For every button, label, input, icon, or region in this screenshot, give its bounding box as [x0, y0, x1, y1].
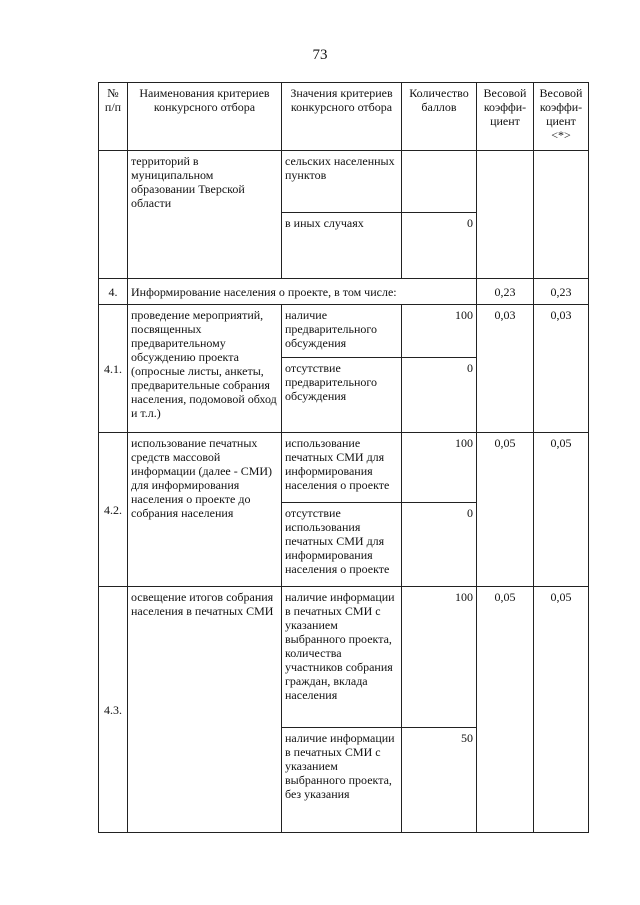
cell-weight-note	[534, 151, 589, 279]
cell-value: отсутствие использования печатных СМИ для информирования населения о проекте	[282, 503, 402, 587]
table-row	[99, 433, 589, 503]
cell-weight-note: 0,23	[534, 279, 589, 305]
cell-weight-note: 0,05	[534, 433, 589, 587]
cell-points: 0	[402, 213, 477, 279]
cell-name: освещение итогов собрания населения в печатных СМИ	[128, 587, 282, 833]
cell-points: 0	[402, 503, 477, 587]
cell-num: 4.2.	[99, 433, 128, 587]
cell-value: наличие информации в печатных СМИ с указанием выбранного проекта, без указания	[282, 728, 402, 833]
cell-num: 4.	[99, 279, 128, 305]
cell-value: сельских населенных пунктов	[282, 151, 402, 213]
table-row	[99, 151, 589, 213]
cell-value: отсутствие предварительного обсуждения	[282, 358, 402, 433]
table-row	[99, 305, 589, 358]
cell-value: наличие информации в печатных СМИ с указанием выбранного проекта, количества участников собрания граждан, вклада населения	[282, 587, 402, 728]
cell-weight: 0,05	[477, 433, 534, 587]
header-values: Значения критериев конкурсного отбора	[282, 83, 402, 151]
header-weight-note: Весовой коэффи-циент <*>	[534, 83, 589, 151]
cell-name: проведение мероприятий, посвященных предварительному обсуждению проекта (опросные листы, анкеты, предварительные собрания населения, подомовой обход и т.л.)	[128, 305, 282, 433]
cell-weight	[477, 151, 534, 279]
header-name: Наименования критериев конкурсного отбора	[128, 83, 282, 151]
cell-weight-note: 0,05	[534, 587, 589, 833]
cell-value: использование печатных СМИ для информирования населения о проекте	[282, 433, 402, 503]
cell-weight: 0,05	[477, 587, 534, 833]
header-points: Количество баллов	[402, 83, 477, 151]
header-num: № п/п	[99, 83, 128, 151]
cell-points: 50	[402, 728, 477, 833]
cell-value: наличие предварительного обсуждения	[282, 305, 402, 358]
cell-points: 0	[402, 358, 477, 433]
cell-weight-note: 0,03	[534, 305, 589, 433]
table-row	[99, 279, 589, 305]
cell-points: 100	[402, 587, 477, 728]
cell-points	[402, 151, 477, 213]
cell-section-title: Информирование населения о проекте, в том числе:	[128, 279, 477, 305]
cell-name: использование печатных средств массовой информации (далее - СМИ) для информирования населения о проекте до собрания населения	[128, 433, 282, 587]
cell-weight: 0,23	[477, 279, 534, 305]
header-weight: Весовой коэффи-циент	[477, 83, 534, 151]
cell-points: 100	[402, 305, 477, 358]
criteria-table	[98, 82, 589, 833]
cell-weight: 0,03	[477, 305, 534, 433]
cell-num: 4.3.	[99, 587, 128, 833]
cell-value: в иных случаях	[282, 213, 402, 279]
cell-num	[99, 151, 128, 279]
cell-name: территорий в муниципальном образовании Тверской области	[128, 151, 282, 279]
table-row	[99, 587, 589, 728]
cell-points: 100	[402, 433, 477, 503]
cell-num: 4.1.	[99, 305, 128, 433]
table-header-row	[99, 83, 589, 151]
page-number: 73	[312, 47, 328, 63]
